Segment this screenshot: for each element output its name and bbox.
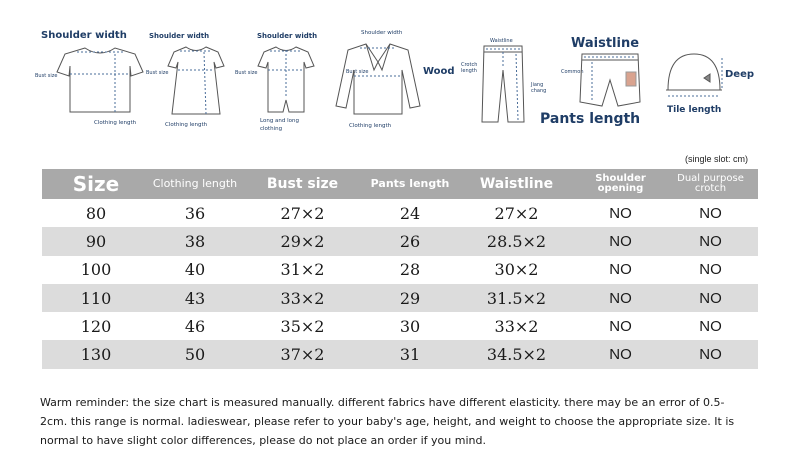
cell-shoulder-opening: NO [609,261,632,279]
cell-clothing-length: 46 [184,316,206,336]
cell-size: 90 [42,227,150,255]
cell-clothing-length: 38 [150,227,240,255]
table-row [42,199,758,227]
cell-dual-purpose-crotch: NO [663,340,758,368]
header-shoulder-opening: Shoulder opening [578,169,663,199]
cell-bust: 33×2 [240,284,365,312]
jacket-shoulder-label: Shoulder width [361,30,403,36]
cell-bust: 29×2 [240,227,365,255]
measurement-diagram [0,0,790,150]
table-row [42,284,758,312]
size-table [42,169,758,369]
romper-shoulder-label: Shoulder width [257,32,318,40]
hat-deep-label: Deep [725,69,755,80]
cell-shoulder-opening: NO [609,317,632,335]
dress-shoulder-label: Shoulder width [149,32,210,40]
cell-dual-purpose-crotch: NO [663,284,758,312]
cell-pants-length: 24 [399,203,421,223]
warm-reminder: Warm reminder: the size chart is measured manually. different fabrics have different elasticity. there may be an error of 0.5-2cm. this range is normal. ladieswear, please refer to your baby's age, height, and weight to choose the appropriate size. It is normal to have slight color differences, please do not place an order if you mind. [40,396,735,447]
cell-bust: 37×2 [240,340,365,368]
header-dual-purpose-crotch: Dual purpose crotch [663,169,758,199]
cell-waistline: 27×2 [494,203,539,223]
tshirt-length-label: Clothing length [94,120,137,126]
pants-crotch-label: Crotch length [461,62,478,74]
unit-note: (single slot: cm) [684,154,748,164]
jacket-wood-label: Wood [423,66,455,77]
cell-waistline: 30×2 [494,260,539,280]
cell-shoulder-opening: NO [578,227,663,255]
cell-size: 110 [42,284,150,312]
table-row [42,227,758,255]
shorts-common-label: Common [561,69,584,75]
cell-clothing-length: 40 [184,260,206,280]
pants-waist-label: Waistline [490,38,513,44]
shorts-pants-length-label: Pants length [540,111,641,127]
dress-length-label: Clothing length [165,122,208,128]
cell-shoulder-opening: NO [609,204,632,222]
cell-size: 130 [42,340,150,368]
cell-bust: 31×2 [280,260,325,280]
tshirt-icon [55,44,145,116]
table-row [42,312,758,340]
cell-shoulder-opening: NO [578,284,663,312]
header-clothing-length: Clothing length [150,169,240,199]
hat-tile-label: Tile length [667,105,722,115]
header-bust-size: Bust size [240,169,365,199]
cell-clothing-length: 43 [150,284,240,312]
jacket-icon [334,40,422,118]
cell-dual-purpose-crotch: NO [663,227,758,255]
cell-dual-purpose-crotch: NO [699,317,722,335]
header-size: Size [42,169,150,199]
cell-pants-length: 29 [365,284,455,312]
table-row [42,256,758,284]
header-waistline: Waistline [455,169,578,199]
tshirt-shoulder-label: Shoulder width [41,30,127,41]
tshirt-bust-label: Bust size [35,73,58,79]
cell-pants-length: 30 [399,316,421,336]
pants-icon [478,44,528,124]
romper-length-label: Long and long clothing [260,118,300,132]
cell-waistline: 31.5×2 [455,284,578,312]
cell-shoulder-opening: NO [578,340,663,368]
cell-size: 120 [80,316,112,336]
pants-leg-label: Jiang chang [531,82,547,94]
table-row [42,340,758,368]
shorts-icon [578,52,642,110]
hat-icon [664,50,724,100]
romper-bust-label: Bust size [235,70,258,76]
cell-waistline: 28.5×2 [455,227,578,255]
jacket-length-label: Clothing length [349,123,392,129]
cell-bust: 27×2 [280,203,325,223]
cell-dual-purpose-crotch: NO [699,204,722,222]
dress-icon [166,44,226,118]
cell-pants-length: 28 [399,260,421,280]
jacket-bust-label: Bust size [346,69,369,75]
cell-pants-length: 31 [365,340,455,368]
cell-bust: 35×2 [280,316,325,336]
dress-bust-label: Bust size [146,70,169,76]
romper-icon [256,44,316,116]
cell-pants-length: 26 [365,227,455,255]
cell-waistline: 34.5×2 [455,340,578,368]
header-pants-length: Pants length [365,169,455,199]
cell-clothing-length: 36 [184,203,206,223]
cell-clothing-length: 50 [150,340,240,368]
cell-size: 80 [85,203,107,223]
cell-waistline: 33×2 [494,316,539,336]
cell-size: 100 [80,260,112,280]
cell-dual-purpose-crotch: NO [699,261,722,279]
shorts-waist-label: Waistline [571,36,640,51]
table-header-row [42,169,758,199]
